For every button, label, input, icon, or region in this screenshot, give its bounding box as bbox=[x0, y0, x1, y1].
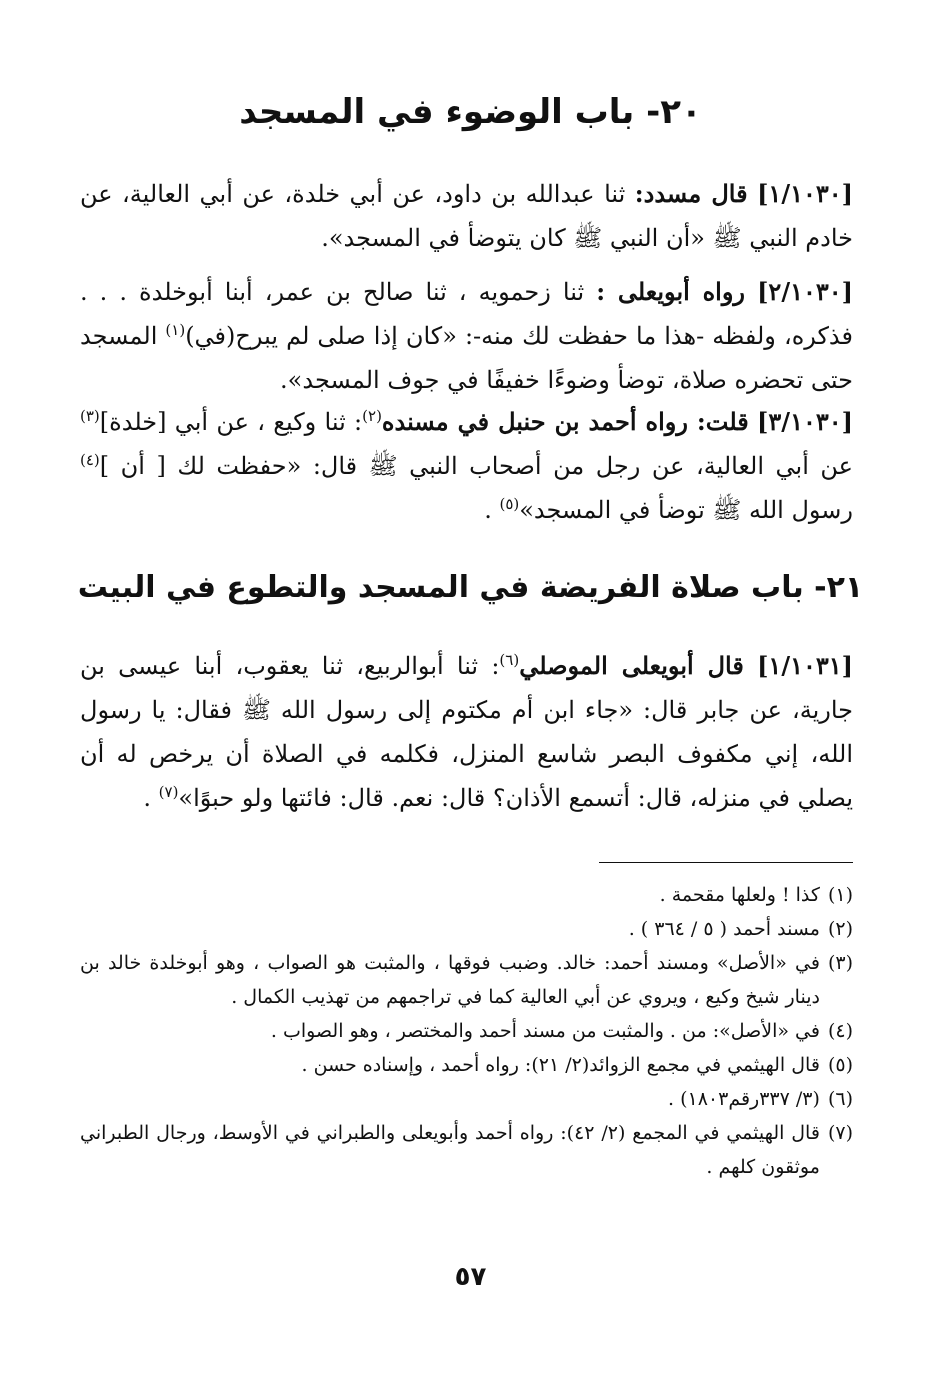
chapter-20-title: ٢٠- باب الوضوء في المسجد bbox=[239, 92, 702, 132]
footnote-3: (٣) في «الأصل» ومسند أحمد: خالد. وضبب فوقها ، والمثبت هو الصواب ، وهو أبوخلدة خالد بن دينار شيخ وكيع ، ويروي عن أبي العالية كما في تراجمهم من تهذيب الكمال . bbox=[80, 952, 853, 1008]
hadith-1030-2 bbox=[80, 270, 853, 402]
hadith-lead: قلت: رواه أحمد بن حنبل في مسنده bbox=[381, 407, 749, 436]
footnote-5: (٥) قال الهيثمي في مجمع الزوائد(٢/ ٢١): رواه أحمد ، وإسناده حسن . bbox=[301, 1054, 853, 1076]
hadith-number: [١/١٠٣١] bbox=[757, 651, 853, 680]
page-number: ٥٧ bbox=[454, 1262, 487, 1292]
hadith-number: [٣/١٠٣٠] bbox=[757, 407, 853, 436]
footnote-ref-1[interactable]: (١) bbox=[165, 321, 186, 339]
hadith-text: . bbox=[484, 496, 500, 524]
footnote-ref-3[interactable]: (٣) bbox=[80, 407, 100, 425]
footnote-ref-6[interactable]: (٦) bbox=[499, 651, 520, 669]
footnote-6: (٦) (٣/ ٣٣٧رقم١٨٠٣) . bbox=[667, 1088, 853, 1110]
hadith-text: المسجد حتى تحضره صلاة، توضأ وضوءًا خفيفًا في جوف المسجد». bbox=[80, 322, 853, 394]
hadith-1030-3 bbox=[80, 400, 853, 532]
hadith-number: [١/١٠٣٠] bbox=[757, 179, 853, 208]
hadith-lead: رواه أبويعلى : bbox=[596, 277, 745, 306]
footnote-7: (٧) قال الهيثمي في المجمع (٢/ ٤٢): رواه أحمد وأبويعلى والطبراني في الأوسط، ورجال الطبراني موثقون كلهم . bbox=[80, 1122, 853, 1178]
hadith-number: [٢/١٠٣٠] bbox=[757, 277, 853, 306]
footnote-ref-2[interactable]: (٢) bbox=[362, 407, 382, 425]
hadith-lead: قال أبويعلى الموصلي bbox=[519, 651, 744, 680]
hadith-1031-1 bbox=[80, 644, 853, 820]
hadith-1030-1 bbox=[80, 172, 853, 260]
footnote-1: (١) كذا ! ولعلها مقحمة . bbox=[659, 884, 853, 906]
hadith-text: : ثنا وكيع ، عن أبي [خلدة] bbox=[99, 408, 363, 436]
footnote-divider bbox=[599, 862, 853, 863]
chapter-21-title: ٢١- باب صلاة الفريضة في المسجد والتطوع في البيت bbox=[77, 570, 864, 605]
hadith-text: : ثنا أبوالربيع، ثنا يعقوب، أبنا عيسى بن جارية، عن جابر قال: «جاء ابن أم مكتوم إلى رسول الله ﷺ فقال: يا رسول الله، إني مكفوف البصر شاسع المنزل، فكلمه في الصلاة أن يرخص له أن يصلي في منزله، قال: أتسمع الأذان؟ قال: نعم. قال: فائتها ولو حبوًا» bbox=[80, 652, 853, 812]
footnotes bbox=[80, 878, 853, 1184]
footnote-4: (٤) في «الأصل»: من . والمثبت من مسند أحمد والمختصر ، وهو الصواب . bbox=[270, 1020, 853, 1042]
footnote-ref-5[interactable]: (٥) bbox=[499, 495, 520, 513]
hadith-text: . bbox=[143, 784, 159, 812]
hadith-text: عن أبي العالية، عن رجل من أصحاب النبي ﷺ قال: «حفظت لك [ أن ] bbox=[99, 452, 853, 480]
hadith-text: ثنا زحمويه ، ثنا صالح بن عمر، أبنا أبوخلدة . . . فذكره، ولفظه -هذا ما حفظت لك منه-: «كان إذا صلى لم يبرح(في) bbox=[80, 278, 854, 350]
hadith-text: ثنا عبدالله بن داود، عن أبي خلدة، عن أبي العالية، عن خادم النبي ﷺ «أن النبي ﷺ كان يتوضأ في المسجد». bbox=[80, 180, 853, 252]
footnote-ref-4[interactable]: (٤) bbox=[80, 451, 100, 469]
hadith-text: رسول الله ﷺ توضأ في المسجد» bbox=[519, 496, 853, 524]
footnote-2: (٢) مسند أحمد ( ٥ / ٣٦٤ ) . bbox=[628, 918, 853, 940]
footnote-ref-7[interactable]: (٧) bbox=[158, 783, 179, 801]
hadith-lead: قال مسدد: bbox=[634, 179, 748, 208]
